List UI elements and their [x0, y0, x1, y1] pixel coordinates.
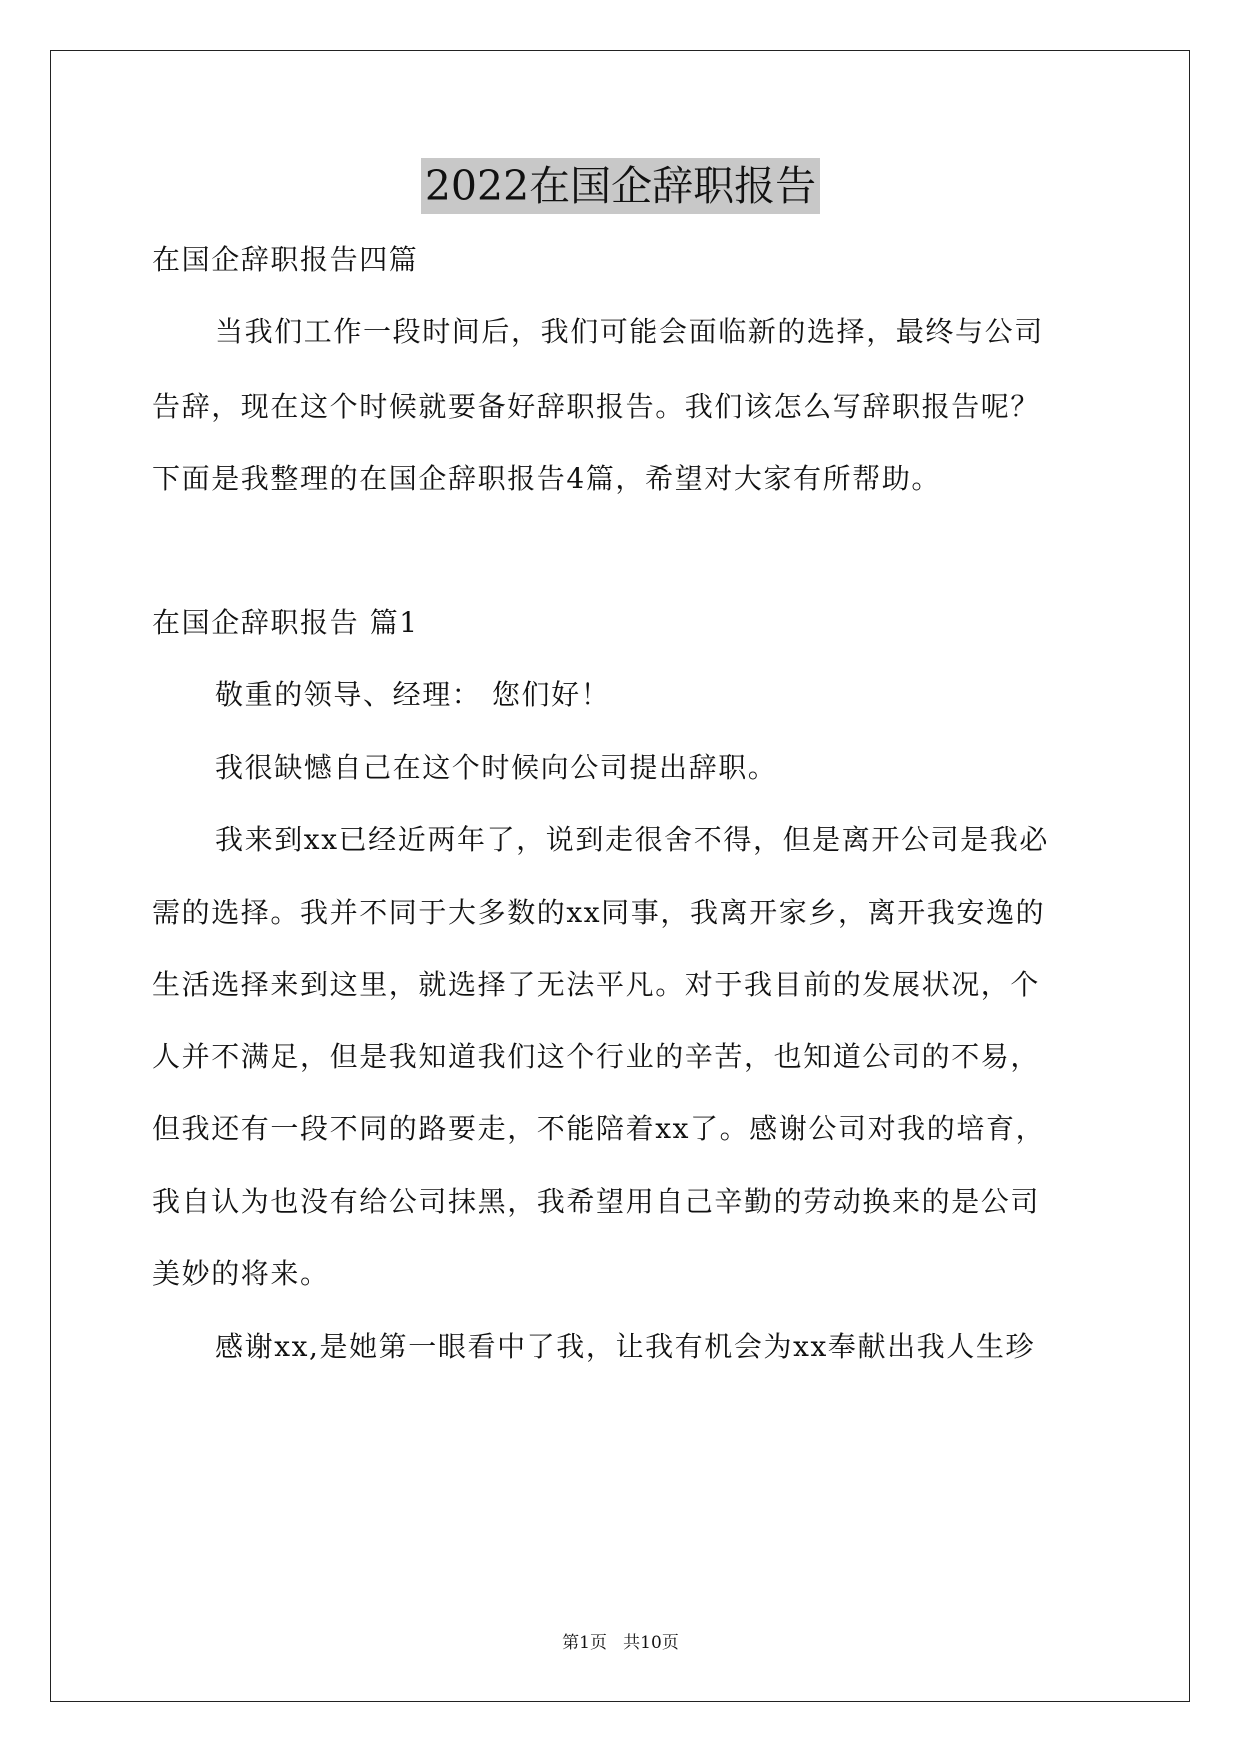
page-footer: 第1页 共10页	[562, 1633, 679, 1653]
section-heading: 在国企辞职报告 篇1	[152, 606, 419, 639]
intro-line-1: 当我们工作一段时间后，我们可能会面临新的选择，最终与公司	[215, 315, 1044, 348]
paragraph-1: 我很缺憾自己在这个时候向公司提出辞职。	[215, 751, 778, 784]
page-border	[50, 50, 1190, 1702]
intro-line-2: 告辞，现在这个时候就要备好辞职报告。我们该怎么写辞职报告呢？	[152, 390, 1041, 423]
paragraph-2-line-1: 我来到xx已经近两年了，说到走很舍不得，但是离开公司是我必	[215, 823, 1049, 856]
document-subtitle: 在国企辞职报告四篇	[152, 243, 419, 276]
intro-line-3: 下面是我整理的在国企辞职报告4篇，希望对大家有所帮助。	[152, 462, 942, 495]
paragraph-2-line-3: 生活选择来到这里，就选择了无法平凡。对于我目前的发展状况，个	[152, 968, 1041, 1001]
paragraph-2-line-2: 需的选择。我并不同于大多数的xx同事，我离开家乡，离开我安逸的	[152, 896, 1046, 929]
paragraph-2-line-7: 美妙的将来。	[152, 1257, 330, 1290]
paragraph-3-line-1: 感谢xx,是她第一眼看中了我，让我有机会为xx奉献出我人生珍	[215, 1330, 1036, 1363]
title-container	[0, 158, 1241, 214]
salutation: 敬重的领导、经理： 您们好！	[215, 678, 611, 711]
paragraph-2-line-6: 我自认为也没有给公司抹黑，我希望用自己辛勤的劳动换来的是公司	[152, 1185, 1041, 1218]
paragraph-2-line-5: 但我还有一段不同的路要走，不能陪着xx了。感谢公司对我的培育，	[152, 1112, 1046, 1145]
paragraph-2-line-4: 人并不满足，但是我知道我们这个行业的辛苦，也知道公司的不易，	[152, 1040, 1041, 1073]
document-title: 2022在国企辞职报告	[421, 158, 820, 214]
